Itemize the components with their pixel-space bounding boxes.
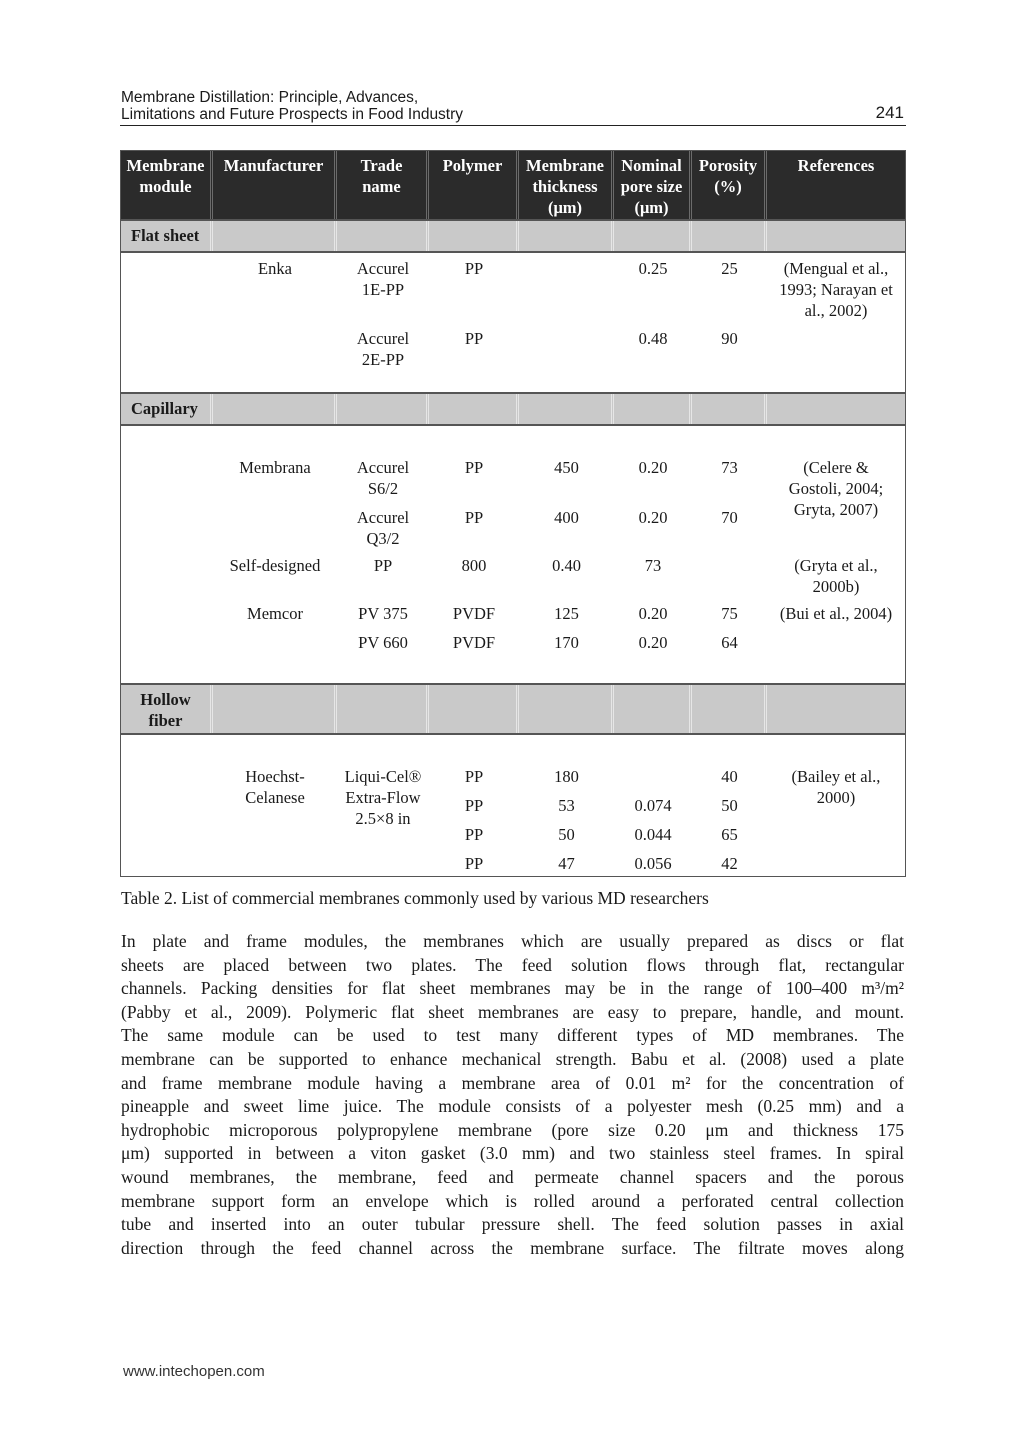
hollow-fiber-body — [121, 735, 905, 876]
col-header-porosity — [692, 151, 767, 219]
col-header-text: Porosity — [698, 156, 758, 175]
cell-pore-size: 0.20 — [638, 508, 668, 527]
cell-thickness: 0.40 — [552, 556, 581, 575]
col-header-text: name — [362, 177, 401, 196]
col-header-thickness — [519, 151, 614, 219]
cell-porosity: 25 — [721, 259, 738, 278]
capillary-body — [121, 426, 905, 683]
cell-references: (Bui et al., 2004) — [779, 604, 893, 623]
cell-manufacturer: Self-designed — [229, 556, 321, 575]
cell-polymer: PP — [464, 825, 484, 844]
cell-pore-size: 0.20 — [638, 458, 668, 477]
cell-pore-size: 0.25 — [638, 259, 668, 278]
running-head-line-2: Limitations and Future Prospects in Food Industry — [121, 106, 464, 123]
table-row — [121, 600, 905, 629]
cell-trade-name: PV 375 — [358, 604, 408, 623]
col-header-text: Membrane — [126, 156, 205, 175]
cell-polymer: PVDF — [452, 633, 496, 652]
col-header-text: Polymer — [442, 156, 503, 175]
cell-thickness — [519, 255, 614, 325]
section-label: Capillary — [121, 394, 213, 424]
col-header-text: (%) — [714, 177, 742, 196]
col-header-manufacturer — [213, 151, 337, 219]
cell-pore-size: 0.044 — [634, 825, 672, 844]
cell-manufacturer: Membrana — [239, 458, 311, 477]
cell-pore-size: 73 — [644, 556, 662, 575]
table-row — [121, 850, 905, 876]
cell-thickness: 180 — [554, 767, 579, 786]
cell-thickness: 400 — [554, 508, 579, 527]
cell-porosity: 65 — [721, 825, 738, 844]
col-header-text: thickness — [532, 177, 598, 196]
running-head-line-1: Membrane Distillation: Principle, Advances, — [121, 89, 419, 106]
cell-references: (Bailey et al., 2000) — [791, 767, 881, 807]
paragraph-line: direction through the feed channel across the membrane surface. The filtrate moves along — [121, 1237, 904, 1258]
membranes-table — [120, 150, 906, 877]
cell-thickness: 450 — [554, 458, 579, 477]
page-number: 241 — [875, 103, 904, 122]
cell-porosity: 42 — [721, 854, 738, 873]
col-header-text: pore size — [620, 177, 683, 196]
paragraph-line: μm) supported in between a viton gasket (3.0 mm) and two stainless steel frames. In spiral — [121, 1143, 904, 1164]
col-header-polymer — [429, 151, 519, 219]
flat-sheet-body — [121, 253, 905, 392]
col-header-text: Membrane — [526, 156, 604, 175]
cell-pore-size: 0.20 — [638, 633, 668, 652]
cell-trade-name: Accurel 1E-PP — [356, 259, 410, 299]
table-caption: Table 2. List of commercial membranes commonly used by various MD researchers — [121, 888, 709, 908]
table-header-row — [121, 151, 905, 219]
cell-trade-name: Liqui-Cel® Extra-Flow 2.5×8 in — [344, 767, 422, 828]
paragraph-line: pineapple and sweet lime juice. The module consists of a polyester mesh (0.25 mm) and a — [121, 1096, 904, 1117]
cell-porosity: 73 — [721, 458, 738, 477]
cell-manufacturer: Hoechst- Celanese — [245, 767, 305, 807]
cell-manufacturer: Memcor — [247, 604, 303, 623]
section-row-capillary — [121, 392, 905, 426]
body-paragraph — [121, 930, 904, 1260]
col-header-references — [767, 151, 905, 219]
col-header-pore-size — [614, 151, 692, 219]
paragraph-line: and frame membrane module having a membrane area of 0.01 m² for the concentration of — [121, 1072, 904, 1093]
cell-trade-name: Accurel Q3/2 — [356, 508, 410, 548]
paragraph-line: tube and inserted into an outer tubular pressure shell. The feed solution passes in axial — [121, 1214, 904, 1235]
cell-references: (Celere & Gostoli, 2004; Gryta, 2007) — [788, 458, 884, 519]
cell-pore-size: 0.20 — [638, 604, 668, 623]
cell-porosity: 75 — [721, 604, 738, 623]
cell-thickness: 53 — [558, 796, 575, 815]
table-row — [121, 253, 905, 325]
table-row — [121, 552, 905, 600]
footer-url: www.intechopen.com — [123, 1363, 265, 1380]
cell-pore-size: 0.074 — [634, 796, 672, 815]
cell-thickness: 125 — [554, 604, 579, 623]
paragraph-line: In plate and frame modules, the membranes which are usually prepared as discs or flat — [121, 931, 904, 951]
cell-thickness: 50 — [558, 825, 575, 844]
section-label: Flat sheet — [121, 221, 213, 251]
running-head — [121, 89, 905, 123]
paragraph-line: (Pabby et al., 2009). Polymeric flat sheet membranes are easy to prepare, handle, and mount. — [121, 1001, 904, 1022]
cell-pore-size: 0.056 — [634, 854, 672, 873]
section-label: Hollow fiber — [121, 685, 213, 733]
paragraph-line: membrane support form an envelope which is rolled around a perforated central collection — [121, 1190, 904, 1211]
header-rule — [120, 125, 906, 126]
cell-polymer: PVDF — [452, 604, 496, 623]
paragraph-line: hydrophobic microporous polypropylene membrane (pore size 0.20 μm and thickness 175 — [121, 1119, 904, 1140]
col-header-membrane-module — [121, 151, 213, 219]
cell-references: (Gryta et al., 2000b) — [794, 556, 878, 596]
paragraph-line: sheets are placed between two plates. The feed solution flows through flat, rectangular — [121, 954, 904, 975]
cell-polymer: PP — [464, 796, 484, 815]
col-header-text: Trade — [360, 156, 403, 175]
cell-polymer: PP — [464, 854, 484, 873]
cell-polymer: 800 — [461, 556, 487, 575]
cell-manufacturer: Enka — [258, 259, 292, 278]
table-row — [121, 821, 905, 850]
col-header-trade-name — [337, 151, 429, 219]
table-row — [121, 504, 905, 552]
cell-trade-name: Accurel 2E-PP — [356, 329, 410, 369]
cell-porosity: 64 — [721, 633, 738, 652]
cell-porosity — [692, 552, 767, 600]
col-header-text: References — [797, 156, 875, 175]
col-header-text: Nominal — [621, 156, 682, 175]
cell-porosity: 90 — [721, 329, 738, 348]
cell-pore-size: 0.48 — [638, 329, 668, 348]
paragraph-line: membrane can be supported to enhance mechanical strength. Babu et al. (2008) used a plate — [121, 1048, 904, 1069]
cell-thickness: 47 — [558, 854, 575, 873]
cell-polymer: PP — [464, 329, 484, 348]
table-row — [121, 629, 905, 658]
paragraph-line: The same module can be used to test many different types of MD membranes. The — [121, 1025, 904, 1046]
cell-polymer: PP — [464, 508, 484, 527]
col-header-text: Manufacturer — [223, 156, 324, 175]
cell-trade-name: PV 660 — [358, 633, 408, 652]
cell-trade-name: PP — [373, 556, 393, 575]
cell-thickness — [519, 325, 614, 385]
cell-trade-name: Accurel S6/2 — [356, 458, 410, 498]
cell-thickness: 170 — [554, 633, 579, 652]
table-row — [121, 325, 905, 385]
cell-porosity: 40 — [721, 767, 738, 786]
section-row-hollow-fiber — [121, 683, 905, 735]
cell-porosity: 50 — [721, 796, 738, 815]
col-header-text: module — [139, 177, 192, 196]
section-row-flat-sheet — [121, 219, 905, 253]
cell-pore-size — [614, 763, 692, 792]
col-header-text: (μm) — [547, 198, 583, 217]
paragraph-line: wound membranes, the membrane, feed and permeate channel spacers and the porous — [121, 1166, 904, 1187]
cell-references: (Mengual et al., 1993; Narayan et al., 2002) — [779, 259, 893, 320]
paragraph-line: channels. Packing densities for flat sheet membranes may be in the range of 100–400 m³/m² — [121, 978, 904, 999]
cell-polymer: PP — [464, 259, 484, 278]
cell-polymer: PP — [464, 767, 484, 786]
cell-porosity: 70 — [721, 508, 738, 527]
col-header-text: (μm) — [634, 198, 669, 217]
cell-polymer: PP — [464, 458, 484, 477]
